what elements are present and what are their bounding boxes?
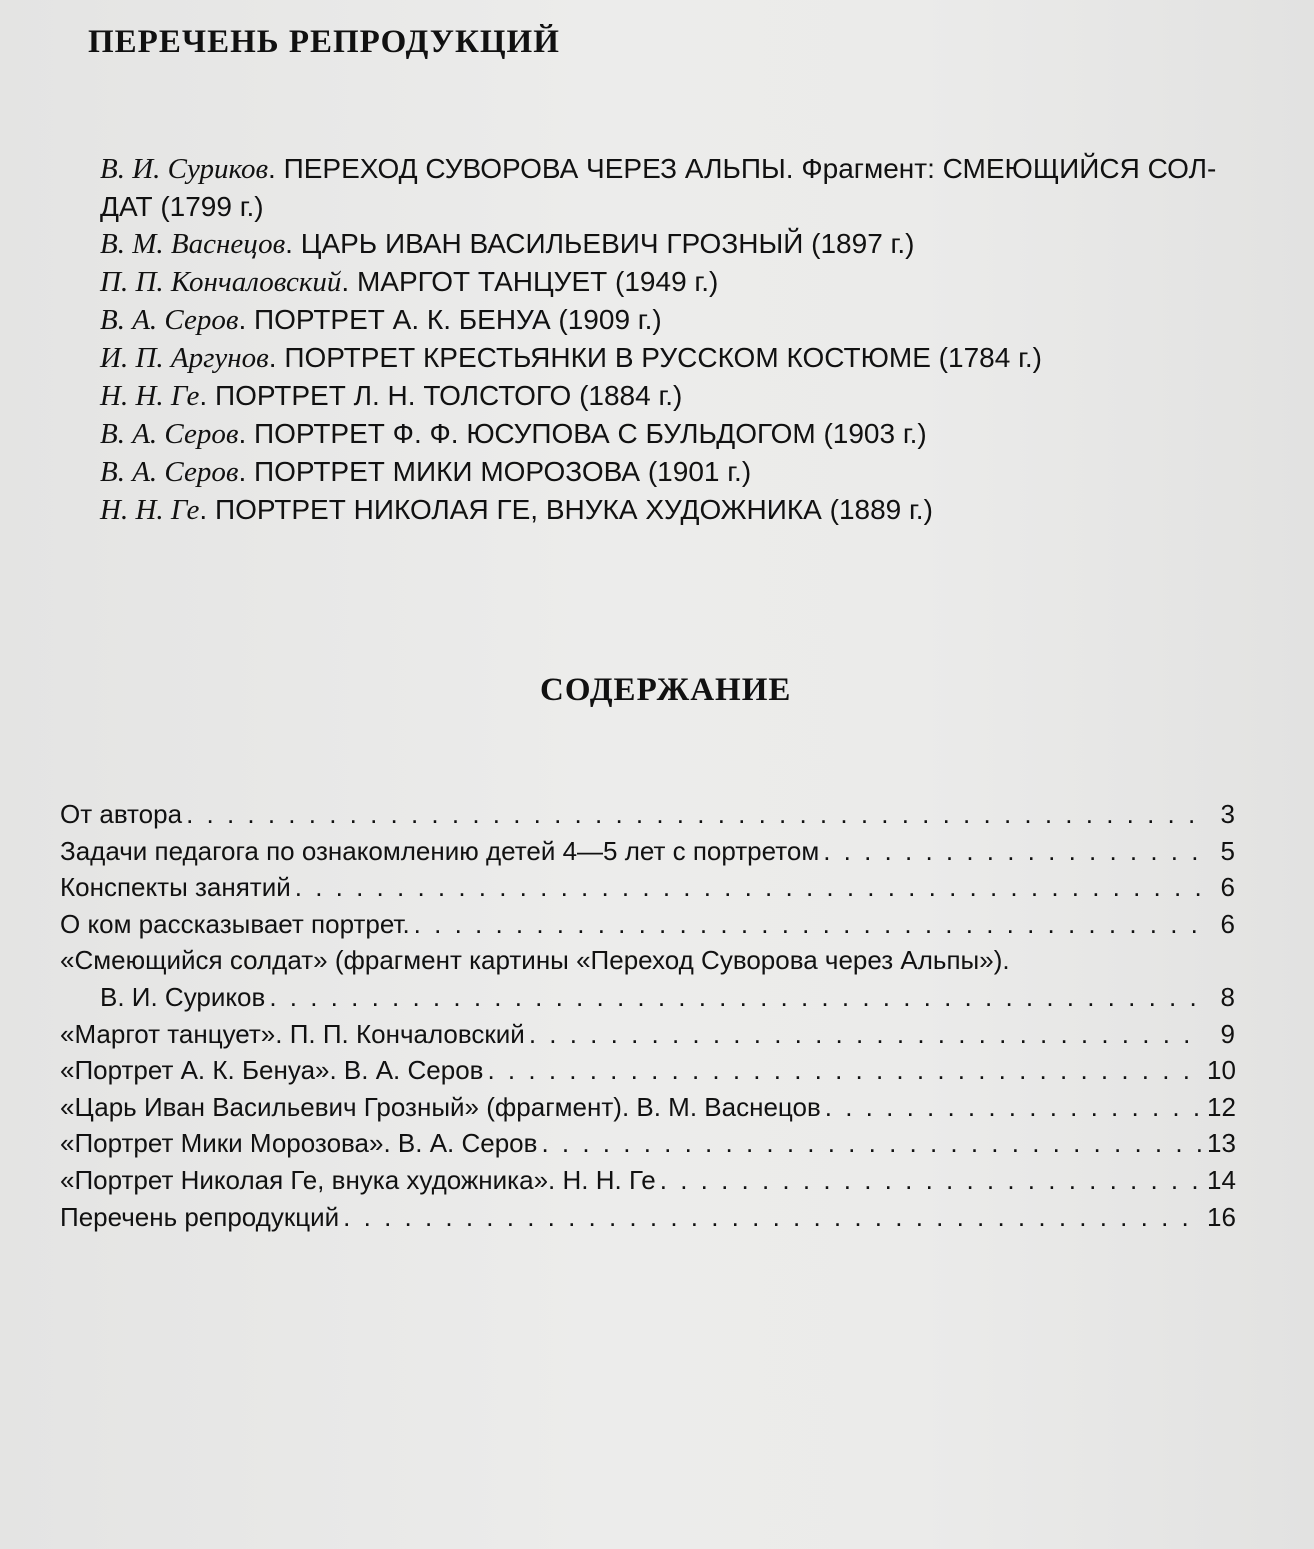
toc-page-number: 6 bbox=[1220, 872, 1235, 903]
artwork: ПОРТРЕТ Ф. Ф. ЮСУПОВА С БУЛЬДОГОМ (1903 г.) bbox=[254, 418, 927, 449]
toc-entry bbox=[60, 1199, 1235, 1236]
author: И. П. Аргунов bbox=[100, 342, 269, 374]
toc-entry-title: Перечень репродукций bbox=[60, 1201, 340, 1232]
list-item: П. П. Кончаловский. МАРГОТ ТАНЦУЕТ (1949 г.) bbox=[100, 266, 719, 298]
toc-entry bbox=[60, 833, 1235, 870]
toc-entry-title: «Царь Иван Васильевич Грозный» (фрагмент). В. М. Васнецов bbox=[60, 1091, 821, 1122]
dot-leader bbox=[541, 1125, 1203, 1162]
toc-entry-title: О ком рассказывает портрет. bbox=[60, 908, 410, 939]
toc-page-number: 8 bbox=[1220, 981, 1235, 1012]
list-item: В. А. Серов. ПОРТРЕТ МИКИ МОРОЗОВА (1901 г.) bbox=[100, 456, 752, 488]
author: В. А. Серов bbox=[100, 418, 239, 450]
toc-entry bbox=[60, 869, 1235, 906]
toc-entry-title: От автора bbox=[60, 799, 183, 829]
dot-leader bbox=[487, 1052, 1203, 1089]
table-of-contents bbox=[60, 796, 1235, 1235]
dot-leader bbox=[295, 869, 1203, 906]
list-item: Н. Н. Ге. ПОРТРЕТ НИКОЛАЯ ГЕ, ВНУКА ХУДОЖНИКА (1889 г.) bbox=[100, 494, 933, 526]
list-item: И. П. Аргунов. ПОРТРЕТ КРЕСТЬЯНКИ В РУССКОМ КОСТЮМЕ (1784 г.) bbox=[100, 342, 1042, 374]
artwork: ПОРТРЕТ КРЕСТЬЯНКИ В РУССКОМ КОСТЮМЕ (1784 г.) bbox=[284, 342, 1042, 373]
toc-page-number: 13 bbox=[1207, 1128, 1236, 1159]
author: В. А. Серов bbox=[100, 456, 239, 488]
list-item: В. М. Васнецов. ЦАРЬ ИВАН ВАСИЛЬЕВИЧ ГРОЗНЫЙ (1897 г.) bbox=[100, 228, 915, 260]
list-item: В. И. Суриков. ПЕРЕХОД СУВОРОВА ЧЕРЕЗ АЛЬПЫ. Фрагмент: СМЕЮЩИЙСЯ СОЛ- bbox=[100, 153, 1217, 185]
author: Н. Н. Ге bbox=[100, 380, 200, 412]
dot-leader bbox=[186, 796, 1203, 833]
toc-entry-title: В. И. Суриков bbox=[100, 981, 266, 1012]
dot-leader bbox=[414, 906, 1203, 943]
toc-page-number: 16 bbox=[1207, 1201, 1236, 1232]
toc-page-number: 6 bbox=[1220, 908, 1235, 939]
toc-entry-title: «Портрет Николая Ге, внука художника». Н. Н. Ге bbox=[60, 1164, 656, 1195]
artwork: МАРГОТ ТАНЦУЕТ (1949 г.) bbox=[356, 266, 719, 297]
toc-entry-title: Конспекты занятий bbox=[60, 872, 291, 903]
toc-entry bbox=[60, 979, 1235, 1016]
dot-leader bbox=[269, 979, 1203, 1016]
list-item: В. А. Серов. ПОРТРЕТ А. К. БЕНУА (1909 г.) bbox=[100, 304, 662, 336]
artwork: ПЕРЕХОД СУВОРОВА ЧЕРЕЗ АЛЬПЫ. Фрагмент: СМЕЮЩИЙСЯ СОЛ- bbox=[283, 153, 1217, 184]
toc-page-number: 10 bbox=[1207, 1055, 1236, 1086]
artwork: ПОРТРЕТ А. К. БЕНУА (1909 г.) bbox=[254, 304, 662, 335]
toc-page-number: 12 bbox=[1207, 1091, 1236, 1122]
artwork: ПОРТРЕТ Л. Н. ТОЛСТОГО (1884 г.) bbox=[214, 380, 683, 411]
toc-page-number: 3 bbox=[1220, 799, 1235, 829]
artwork: ДАТ (1799 г.) bbox=[100, 191, 264, 222]
list-item-continuation bbox=[64, 188, 1274, 225]
artwork: ЦАРЬ ИВАН ВАСИЛЬЕВИЧ ГРОЗНЫЙ (1897 г.) bbox=[300, 228, 915, 259]
toc-entry bbox=[60, 796, 1235, 833]
page-title-reproductions: ПЕРЕЧЕНЬ РЕПРОДУКЦИЙ bbox=[88, 24, 560, 60]
toc-entry-title: «Портрет Мики Морозова». В. А. Серов bbox=[60, 1128, 538, 1159]
list-item: В. А. Серов. ПОРТРЕТ Ф. Ф. ЮСУПОВА С БУЛЬДОГОМ (1903 г.) bbox=[100, 418, 927, 450]
toc-entry bbox=[60, 1162, 1235, 1199]
author: В. И. Суриков bbox=[100, 153, 269, 185]
toc-entry bbox=[60, 1052, 1235, 1089]
author: Н. Н. Ге bbox=[100, 494, 200, 526]
toc-entry-title: «Смеющийся солдат» (фрагмент картины «Переход Суворова через Альпы»). bbox=[60, 945, 1010, 976]
list-item: Н. Н. Ге. ПОРТРЕТ Л. Н. ТОЛСТОГО (1884 г.) bbox=[100, 380, 683, 412]
toc-entry bbox=[60, 1089, 1235, 1126]
dot-leader bbox=[823, 833, 1203, 870]
artwork: ПОРТРЕТ МИКИ МОРОЗОВА (1901 г.) bbox=[254, 456, 752, 487]
author: В. А. Серов bbox=[100, 304, 239, 336]
toc-page-number: 14 bbox=[1207, 1164, 1236, 1195]
page-title-contents: СОДЕРЖАНИЕ bbox=[540, 672, 792, 708]
toc-entry bbox=[60, 906, 1235, 943]
dot-leader bbox=[343, 1199, 1203, 1236]
toc-entry-title: Задачи педагога по ознакомлению детей 4—5 лет с портретом bbox=[60, 835, 820, 866]
author: В. М. Васнецов bbox=[100, 228, 286, 260]
toc-entry-title: «Маргот танцует». П. П. Кончаловский bbox=[60, 1018, 525, 1049]
toc-page-number: 5 bbox=[1220, 835, 1235, 866]
dot-leader bbox=[825, 1089, 1203, 1126]
reproductions-list bbox=[64, 150, 1274, 529]
toc-entry-title: «Портрет А. К. Бенуа». В. А. Серов bbox=[60, 1055, 484, 1086]
toc-entry bbox=[60, 1016, 1235, 1053]
dot-leader bbox=[660, 1162, 1203, 1199]
toc-entry bbox=[60, 942, 1235, 979]
artwork: ПОРТРЕТ НИКОЛАЯ ГЕ, ВНУКА ХУДОЖНИКА (1889 г.) bbox=[214, 494, 933, 525]
author: П. П. Кончаловский bbox=[100, 266, 342, 298]
dot-leader bbox=[529, 1016, 1203, 1053]
toc-entry bbox=[60, 1125, 1235, 1162]
toc-page-number: 9 bbox=[1220, 1018, 1235, 1049]
